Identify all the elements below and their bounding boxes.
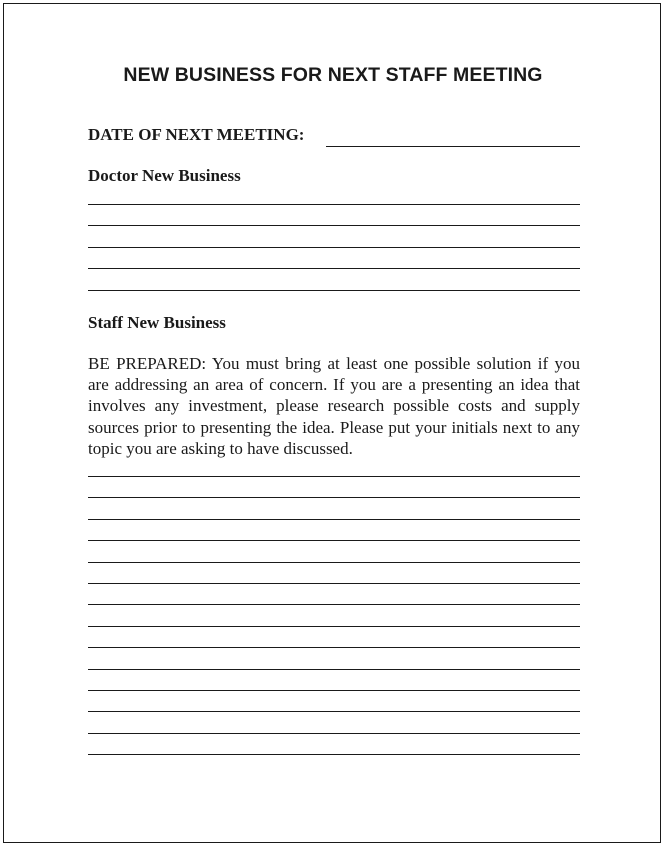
staff-section-heading: Staff New Business: [88, 313, 226, 332]
date-row: [88, 125, 580, 149]
staff-writing-line[interactable]: [88, 604, 580, 605]
staff-writing-line[interactable]: [88, 733, 580, 734]
doctor-writing-line[interactable]: [88, 268, 580, 269]
doctor-section-heading: Doctor New Business: [88, 166, 241, 185]
staff-writing-line[interactable]: [88, 540, 580, 541]
staff-writing-line[interactable]: [88, 669, 580, 670]
staff-writing-line[interactable]: [88, 519, 580, 520]
staff-writing-line[interactable]: [88, 497, 580, 498]
doctor-writing-line[interactable]: [88, 204, 580, 205]
staff-writing-line[interactable]: [88, 583, 580, 584]
staff-writing-line[interactable]: [88, 562, 580, 563]
date-blank-line[interactable]: [326, 146, 580, 147]
staff-writing-line[interactable]: [88, 626, 580, 627]
staff-instructions: BE PREPARED: You must bring at least one possible solution if you are addressing an area of concern. If you are a presenting an idea that involves any investment, please research possible costs and supply sources prior to presenting the idea. Please put your initials next to any topic you are asking to have discussed.: [88, 354, 580, 458]
date-label: DATE OF NEXT MEETING:: [88, 125, 305, 144]
doctor-writing-line[interactable]: [88, 225, 580, 226]
staff-writing-line[interactable]: [88, 754, 580, 755]
staff-writing-line[interactable]: [88, 690, 580, 691]
staff-writing-line[interactable]: [88, 647, 580, 648]
doctor-writing-line[interactable]: [88, 290, 580, 291]
page-title: NEW BUSINESS FOR NEXT STAFF MEETING: [123, 64, 543, 86]
doctor-writing-line[interactable]: [88, 247, 580, 248]
staff-writing-line[interactable]: [88, 711, 580, 712]
staff-writing-line[interactable]: [88, 476, 580, 477]
